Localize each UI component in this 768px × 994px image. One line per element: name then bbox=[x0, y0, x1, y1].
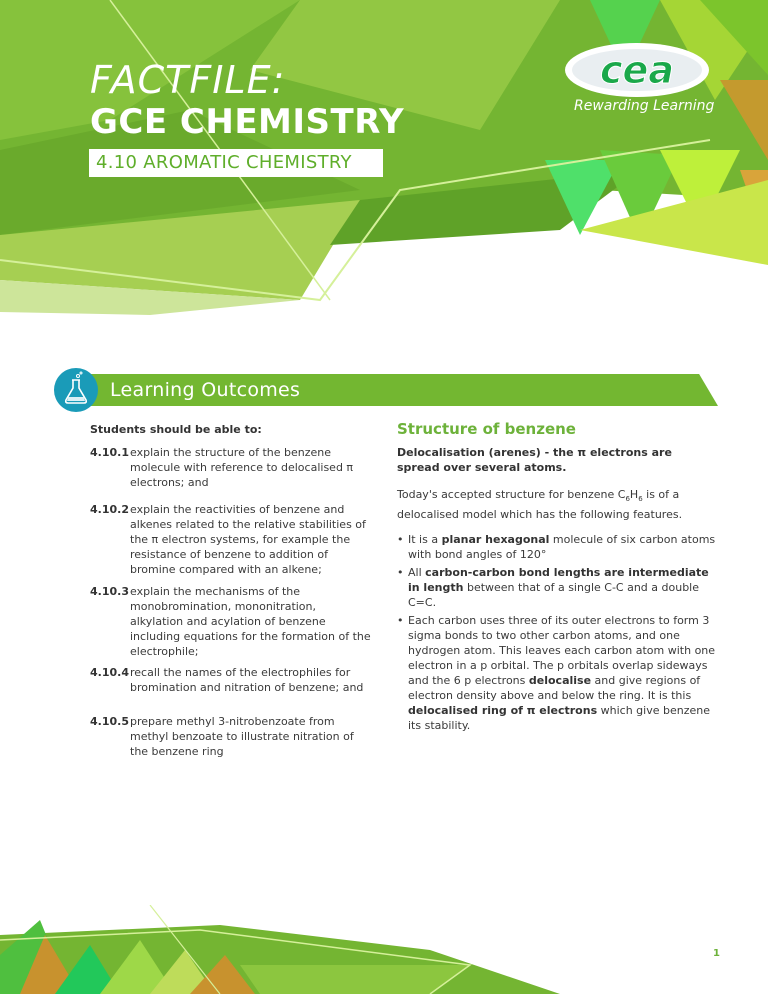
outcome-item bbox=[90, 502, 372, 577]
outcome-item bbox=[90, 584, 372, 659]
students-intro: Students should be able to: bbox=[90, 423, 262, 436]
outcome-item bbox=[90, 665, 372, 695]
list-item: • All carbon-carbon bond lengths are intermediate in length between that of a single C-C and a double C=C. bbox=[397, 566, 709, 609]
svg-text:cea: cea bbox=[600, 48, 674, 92]
outcome-text: explain the mechanisms of the monobromination, mononitration, alkylation and acylation of benzene including equations for the formation of the electrophile; bbox=[130, 585, 371, 658]
outcome-code: 4.10.3 bbox=[90, 585, 129, 598]
learning-outcomes-title: Learning Outcomes bbox=[110, 379, 301, 401]
section-title: Structure of benzene bbox=[397, 420, 576, 438]
page-number: 1 bbox=[713, 948, 720, 959]
outcome-code: 4.10.2 bbox=[90, 503, 129, 516]
outcome-code: 4.10.1 bbox=[90, 446, 129, 459]
footer-background bbox=[0, 905, 768, 994]
unit-label: 4.10 AROMATIC CHEMISTRY bbox=[89, 149, 383, 177]
outcome-code: 4.10.5 bbox=[90, 715, 129, 728]
tagline: Rewarding Learning bbox=[574, 98, 715, 114]
list-item: • Each carbon uses three of its outer electrons to form 3 sigma bonds to two other carbon atoms, and one hydrogen atom. This leaves each carbon atom with one electron in a p orbital. The p orbitals overlap sideways and the 6 p electrons delocalise and give regions of electron density above and below the ring. It is this delocalised ring of π electrons which give benzene its stability. bbox=[397, 614, 716, 732]
delocalisation-heading: Delocalisation (arenes) - the π electrons are spread over several atoms. bbox=[397, 446, 672, 474]
outcome-text: prepare methyl 3-nitrobenzoate from methyl benzoate to illustrate nitration of the benzene ring bbox=[130, 715, 354, 758]
outcome-item bbox=[90, 445, 372, 490]
benzene-features-list bbox=[397, 532, 719, 736]
outcome-text: explain the structure of the benzene molecule with reference to delocalised π electrons; and bbox=[130, 446, 354, 489]
outcome-text: explain the reactivities of benzene and alkenes related to the relative stabilities of the π electron systems, for example the resistance of benzene to addition of bromine compared with an alkene; bbox=[130, 503, 366, 576]
flask-icon bbox=[54, 368, 98, 412]
outcome-item bbox=[90, 714, 372, 759]
benzene-intro: Today's accepted structure for benzene $C_6H_6$ is of a delocalised model which has the following features. bbox=[397, 488, 683, 522]
list-item: • It is a planar hexagonal molecule of six carbon atoms with bond angles of 120° bbox=[397, 533, 716, 561]
subject-title: GCE CHEMISTRY bbox=[90, 102, 405, 142]
outcome-code: 4.10.4 bbox=[90, 666, 129, 679]
outcome-text: recall the names of the electrophiles for bromination and nitration of benzene; and bbox=[130, 666, 364, 694]
factfile-title: FACTFILE: bbox=[90, 58, 286, 102]
